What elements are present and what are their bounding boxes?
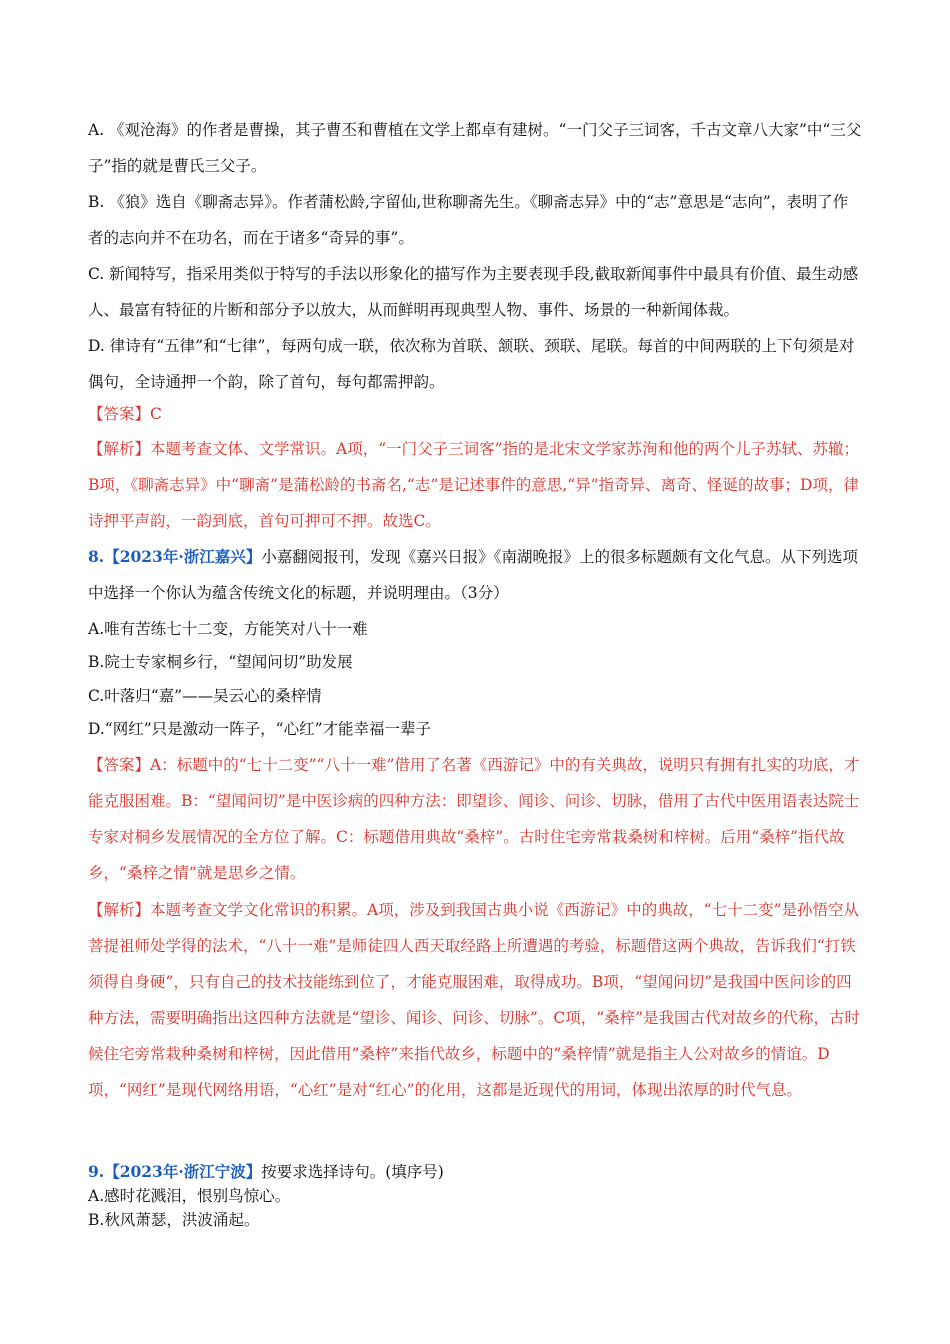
question-8-number: 8. [88,547,105,566]
question-8-stem [88,539,863,611]
question-9-stem [88,1160,863,1184]
question-8-option-a: A.唯有苦练七十二变，方能笑对八十一难 [88,620,368,638]
analysis-text: 本题考查文体、文学常识。A项，“一门父子三词客”指的是北宋文学家苏洵和他的两个儿子苏轼、苏辙；B项，《聊斋志异》中“聊斋”是蒲松龄的书斋名,“志”是记述事件的意思,“异”指奇异、离奇、怪诞的故事；D项，律诗押平声韵，一韵到底，首句可押可不押。故选C。 [88,440,860,530]
question-9-option-a: A.感时花溅泪，恨别鸟惊心。 [88,1187,291,1205]
question-9-option-b: B.秋风萧瑟，洪波涌起。 [88,1211,260,1229]
question-8-answer-label: 【答案】 [88,756,151,774]
answer-block [88,396,863,432]
option-d: D. 律诗有“五律”和“七律”，每两句成一联，依次称为首联、颔联、颈联、尾联。每首的中间两联的上下句须是对偶句，全诗通押一个韵，除了首句，每句都需押韵。 [88,337,855,391]
question-8-answer-text: A：标题中的“七十二变”“八十一难”借用了名著《西游记》中的有关典故，说明只有拥有扎实的功底，才能克服困难。B：“望闻问切”是中医诊病的四种方法：即望诊、闻诊、问诊、切脉，借用了古代中医用语表达院士专家对桐乡发展情况的全方位了解。C：标题借用典故“桑梓”。古时住宅旁常栽桑树和梓树。后用“桑梓”指代故乡，“桑梓之情”就是思乡之情。 [88,756,860,882]
question-9-text: 按要求选择诗句。(填序号) [261,1163,444,1181]
question-8-text: 小嘉翻阅报刊，发现《嘉兴日报》《南湖晚报》上的很多标题颇有文化气息。从下列选项中选择一个你认为蕴含传统文化的标题，并说明理由。（3分） [88,548,858,602]
analysis-label: 【解析】 [88,440,151,458]
question-8-option-b: B.院士专家桐乡行，“望闻问切”助发展 [88,653,353,671]
question-8-analysis-text: 本题考查文学文化常识的积累。A项，涉及到我国古典小说《西游记》中的典故，“七十二变”是孙悟空从菩提祖师处学得的法术，“八十一难”是师徒四人西天取经路上所遭遇的考验，标题借这两个典故，告诉我们“打铁须得自身硬”，只有自己的技术技能练到位了，才能克服困难，取得成功。B项，“望闻问切”是我国中医问诊的四种方法，需要明确指出这四种方法就是“望诊、闻诊、问诊、切脉”。C项，“桑梓”是我国古代对故乡的代称，古时候住宅旁常栽种桑树和梓树，因此借用“桑梓”来指代故乡，标题中的“桑梓情”就是指主人公对故乡的情谊。D项，“网红”是现代网络用语，“心红”是对“红心”的化用，这都是近现代的用词，体现出浓厚的时代气息。 [88,901,861,1099]
question-8-source: 【2023年·浙江嘉兴】 [104,547,262,566]
question-8-answer [88,747,863,891]
answer-text: C [150,405,162,423]
question-9-source: 【2023年·浙江宁波】 [104,1162,262,1181]
question-8-analysis [88,892,863,1108]
option-c: C. 新闻特写，指采用类似于特写的手法以形象化的描写作为主要表现手段,截取新闻事件中最具有价值、最生动感人、最富有特征的片断和部分予以放大，从而鲜明再现典型人物、事件、场景的一种新闻体裁。 [88,265,859,319]
option-b: B. 《狼》选自《聊斋志异》。作者蒲松龄,字留仙,世称聊斋先生。《聊斋志异》中的“志”意思是“志向”，表明了作者的志向并不在功名，而在于诸多“奇异的事”。 [88,193,849,247]
question-8-option-c: C.叶落归“嘉”——吴云心的桑梓情 [88,687,322,705]
answer-label: 【答案】 [88,405,151,423]
question-9-number: 9. [88,1162,105,1181]
question-8-option-d: D.“网红”只是激动一阵子，“心红”才能幸福一辈子 [88,720,431,738]
option-a: A. 《观沧海》的作者是曹操，其子曹丕和曹植在文学上都卓有建树。“一门父子三词客，千古文章八大家”中“三父子”指的就是曹氏三父子。 [88,121,862,175]
question-8-analysis-label: 【解析】 [88,901,151,919]
analysis-block [88,431,863,539]
